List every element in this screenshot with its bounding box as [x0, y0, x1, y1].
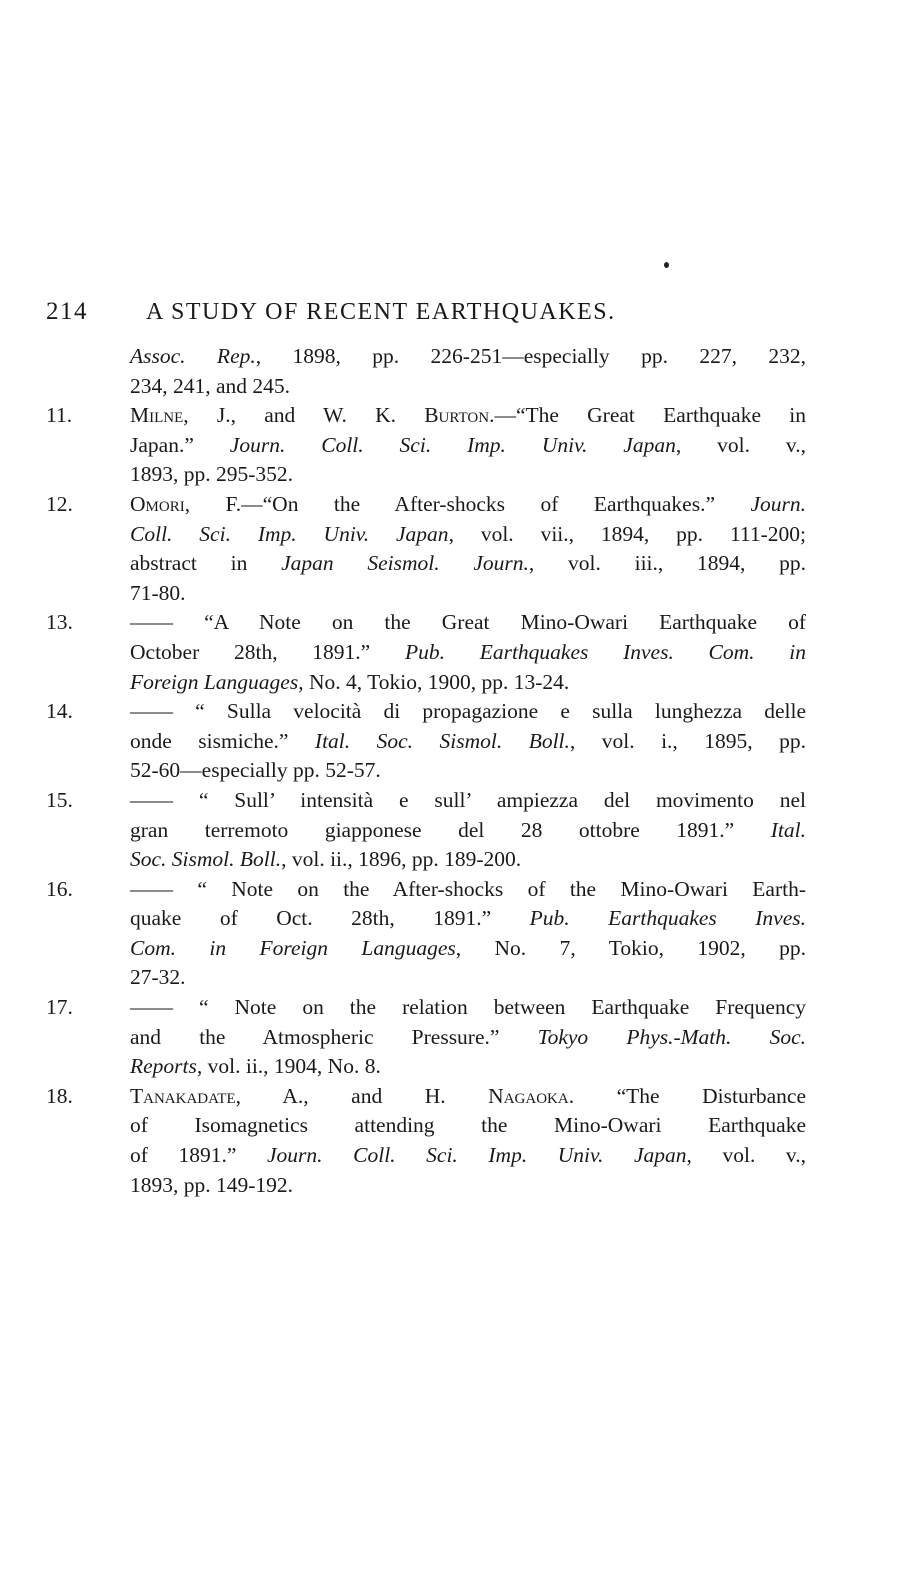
reference-line — [46, 934, 806, 964]
reference-text — [130, 549, 806, 579]
text-segment: and the Atmospheric Pressure.” — [130, 1024, 538, 1049]
reference-line — [46, 756, 806, 786]
text-segment: Japan.” — [130, 432, 230, 457]
reference-number: 12. — [46, 491, 73, 516]
text-segment: , A., and H. — [235, 1083, 489, 1108]
text-segment: of 1891.” — [130, 1143, 268, 1168]
reference-text — [130, 431, 806, 461]
reference-line — [46, 579, 806, 609]
text-segment: , vol. v., — [675, 432, 807, 457]
text-segment: —— “ Sull’ intensità e sull’ ampiezza del movimento nel — [130, 787, 806, 812]
text-segment: 71-80. — [130, 580, 186, 605]
reference-text — [130, 1052, 806, 1082]
text-segment: , 1898, pp. 226-251—especially pp. 227, 232, — [255, 344, 806, 368]
text-segment: , vol. iii., 1894, pp. — [528, 551, 806, 576]
citation-italic: Soc. Sismol. Boll. — [130, 847, 282, 872]
text-segment: .—“The Great Earthquake in — [489, 403, 806, 428]
reference-line — [46, 668, 806, 698]
author-name: Milne — [130, 403, 184, 428]
text-segment: 52-60—especially pp. 52-57. — [130, 758, 381, 783]
reference-line — [46, 608, 806, 638]
reference-number: 17. — [46, 995, 73, 1020]
reference-text — [130, 342, 806, 372]
ink-speck — [664, 262, 669, 268]
reference-text — [130, 875, 806, 905]
text-segment: , J., and W. K. — [183, 403, 425, 428]
text-segment: —— “ Sulla velocità di propagazione e sulla lunghezza delle — [130, 699, 806, 724]
page-number: 214 — [46, 298, 88, 325]
reference-text — [130, 1171, 806, 1201]
reference-text — [130, 963, 806, 993]
text-segment: , vol. v., — [686, 1143, 807, 1168]
reference-text — [130, 520, 806, 550]
reference-text — [130, 460, 806, 490]
text-segment: , No. 4, Tokio, 1900, pp. 13-24. — [298, 669, 570, 694]
citation-italic: Ital. Soc. Sismol. Boll. — [314, 728, 570, 753]
reference-line — [46, 963, 806, 993]
reference-line — [46, 431, 806, 461]
text-segment: —— “ Note on the After-shocks of the Mino-Owari Earth- — [130, 876, 806, 901]
reference-text — [130, 845, 806, 875]
text-segment: , vol. ii., 1896, pp. 189-200. — [281, 847, 522, 872]
reference-line — [46, 1052, 806, 1082]
citation-italic: Com. in Foreign Languages — [130, 935, 456, 960]
text-segment: —— “A Note on the Great Mino-Owari Earthquake of — [130, 610, 806, 635]
reference-line — [46, 549, 806, 579]
citation-italic: Pub. Earthquakes Inves. Com. in — [404, 639, 807, 664]
reference-line — [46, 786, 806, 816]
reference-text — [130, 816, 806, 846]
reference-line — [46, 875, 806, 905]
author-name: Tanakadate — [130, 1083, 236, 1108]
citation-italic: Foreign Languages — [130, 669, 299, 694]
reference-line — [46, 845, 806, 875]
citation-italic: Japan Seismol. Journ. — [281, 551, 529, 576]
text-segment: 1893, pp. 149-192. — [130, 1172, 294, 1197]
reference-text — [130, 1111, 806, 1141]
citation-italic: Ital. — [770, 817, 806, 842]
citation-italic: Reports — [130, 1054, 197, 1079]
reference-line — [46, 1023, 806, 1053]
reference-list — [46, 342, 806, 1200]
text-segment: , No. 7, Tokio, 1902, pp. — [455, 935, 806, 960]
author-name: Burton — [424, 403, 490, 428]
reference-text — [130, 934, 806, 964]
reference-text — [130, 638, 806, 668]
reference-number: 11. — [46, 403, 73, 428]
reference-number: 18. — [46, 1083, 73, 1108]
reference-text — [130, 786, 806, 816]
reference-line — [46, 372, 806, 402]
text-segment: onde sismiche.” — [130, 728, 315, 753]
reference-text — [130, 756, 806, 786]
reference-text — [130, 1082, 806, 1112]
reference-text — [130, 697, 806, 727]
reference-line — [46, 1171, 806, 1201]
reference-line — [46, 1082, 806, 1112]
text-segment: , F.—“On the After-shocks of Earthquakes.” — [184, 491, 751, 516]
reference-number: 14. — [46, 699, 73, 724]
text-segment: 234, 241, and 245. — [130, 373, 291, 398]
text-segment: , vol. ii., 1904, No. 8. — [196, 1054, 381, 1079]
citation-italic: Coll. Sci. Imp. Univ. Japan — [130, 521, 449, 546]
reference-line — [46, 816, 806, 846]
text-segment: quake of Oct. 28th, 1891.” — [130, 906, 530, 931]
text-segment: , vol. i., 1895, pp. — [569, 728, 806, 753]
text-segment: of Isomagnetics attending the Mino-Owari Earthquake — [130, 1113, 806, 1138]
citation-italic: Pub. Earthquakes Inves. — [529, 906, 806, 931]
reference-line — [46, 1141, 806, 1171]
running-header — [46, 298, 806, 326]
reference-text — [130, 904, 806, 934]
reference-line — [46, 460, 806, 490]
citation-italic: Assoc. Rep. — [130, 344, 256, 368]
citation-italic: Tokyo Phys.-Math. Soc. — [537, 1024, 806, 1049]
reference-text — [130, 1023, 806, 1053]
reference-line — [46, 697, 806, 727]
running-title: A STUDY OF RECENT EARTHQUAKES. — [146, 299, 616, 325]
reference-text — [130, 993, 806, 1023]
text-segment: 27-32. — [130, 965, 186, 990]
reference-line — [46, 342, 806, 372]
reference-line — [46, 401, 806, 431]
reference-text — [130, 1141, 806, 1171]
reference-number: 16. — [46, 876, 73, 901]
reference-text — [130, 490, 806, 520]
citation-italic: Journ. Coll. Sci. Imp. Univ. Japan — [267, 1143, 687, 1168]
reference-text — [130, 668, 806, 698]
reference-text — [130, 727, 806, 757]
text-segment: , vol. vii., 1894, pp. 111-200; — [448, 521, 806, 546]
author-name: Nagaoka — [488, 1083, 569, 1108]
reference-line — [46, 1111, 806, 1141]
text-segment: gran terremoto giapponese del 28 ottobre 1891.” — [130, 817, 771, 842]
citation-italic: Journ. — [750, 491, 806, 516]
text-segment: 1893, pp. 295-352. — [130, 462, 294, 487]
citation-italic: Journ. Coll. Sci. Imp. Univ. Japan — [229, 432, 676, 457]
reference-number: 15. — [46, 787, 73, 812]
reference-number: 13. — [46, 610, 73, 635]
reference-text — [130, 401, 806, 431]
reference-text — [130, 608, 806, 638]
reference-text — [130, 579, 806, 609]
reference-text — [130, 372, 806, 402]
text-segment: . “The Disturbance — [568, 1083, 806, 1108]
text-segment: October 28th, 1891.” — [130, 639, 405, 664]
text-segment: —— “ Note on the relation between Earthquake Frequency — [130, 995, 806, 1020]
reference-line — [46, 904, 806, 934]
reference-line — [46, 490, 806, 520]
text-segment: abstract in — [130, 551, 282, 576]
author-name: Omori — [130, 491, 185, 516]
reference-line — [46, 727, 806, 757]
reference-line — [46, 638, 806, 668]
reference-line — [46, 520, 806, 550]
reference-line — [46, 993, 806, 1023]
